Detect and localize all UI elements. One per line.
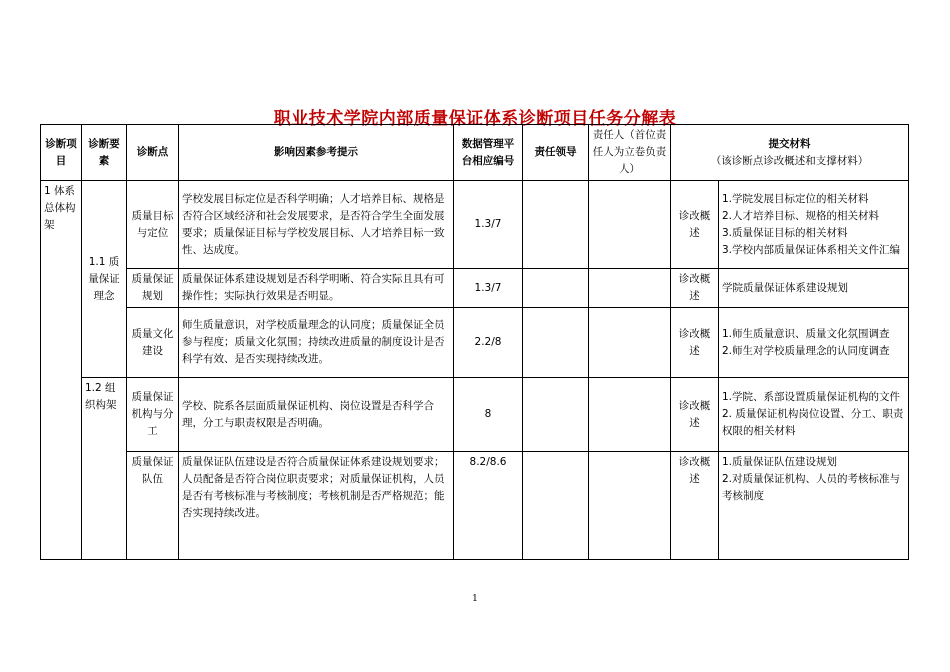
leader-cell xyxy=(523,452,589,560)
material-item: 3.质量保证目标的相关材料 xyxy=(722,226,848,239)
point-cell: 质量目标与定位 xyxy=(127,181,179,269)
material-item: 2.人才培养目标、规格的相关材料 xyxy=(722,209,880,222)
material-item: 学院质量保证体系建设规划 xyxy=(722,281,848,294)
platform-cell: 1.3/7 xyxy=(454,269,523,308)
material-item: 1.师生质量意识、质量文化氛围调查 xyxy=(722,327,890,340)
point-cell: 质量文化建设 xyxy=(127,308,179,378)
factors-cell: 质量保证体系建设规划是否科学明晰、符合实际且具有可操作性；实际执行效果是否明显。 xyxy=(179,269,454,308)
header-row xyxy=(41,125,909,181)
table-row xyxy=(41,269,909,308)
responsible-cell xyxy=(589,452,671,560)
summary-cell: 诊改概述 xyxy=(671,452,719,560)
header-materials-title: 提交材料 xyxy=(768,137,811,150)
leader-cell xyxy=(523,308,589,378)
factors-cell: 学校、院系各层面质量保证机构、岗位设置是否科学合理，分工与职责权限是否明确。 xyxy=(179,378,454,452)
factors-cell: 师生质量意识，对学校质量理念的认同度；质量保证全员参与程度；质量文化氛围；持续改进质量的制度设计是否科学有效、是否实现持续改进。 xyxy=(179,308,454,378)
summary-cell: 诊改概述 xyxy=(671,269,719,308)
platform-cell: 1.3/7 xyxy=(454,181,523,269)
materials-cell xyxy=(719,378,909,452)
materials-cell xyxy=(719,269,909,308)
material-item: 2.对质量保证机构、人员的考核标准与考核制度 xyxy=(722,473,901,502)
responsible-cell xyxy=(589,378,671,452)
header-point: 诊断点 xyxy=(127,125,179,181)
header-platform: 数据管理平台相应编号 xyxy=(454,125,523,181)
leader-cell xyxy=(523,181,589,269)
platform-cell: 2.2/8 xyxy=(454,308,523,378)
project-cell: 1 体系总体构架 xyxy=(41,181,82,560)
platform-cell: 8 xyxy=(454,378,523,452)
material-item: 1.学院发展目标定位的相关材料 xyxy=(722,192,869,205)
material-item: 2. 质量保证机构岗位设置、分工、职责权限的相关材料 xyxy=(722,408,904,437)
leader-cell xyxy=(523,378,589,452)
header-project: 诊断项目 xyxy=(41,125,82,181)
task-breakdown-table xyxy=(40,124,909,560)
material-item: 1.质量保证队伍建设规划 xyxy=(722,456,838,468)
element-cell: 1.1 质量保证理念 xyxy=(82,181,127,378)
responsible-cell xyxy=(589,181,671,269)
header-leader: 责任领导 xyxy=(523,125,589,181)
point-cell: 质量保证规划 xyxy=(127,269,179,308)
table-row xyxy=(41,452,909,560)
table-row xyxy=(41,378,909,452)
summary-cell: 诊改概述 xyxy=(671,378,719,452)
point-cell: 质量保证队伍 xyxy=(127,452,179,560)
header-materials-sub: （该诊断点诊改概述和支撑材料） xyxy=(710,154,869,167)
document-title: 职业技术学院内部质量保证体系诊断项目任务分解表 xyxy=(273,109,677,129)
material-item: 2.师生对学校质量理念的认同度调查 xyxy=(722,344,890,357)
material-item: 3.学校内部质量保证体系相关文件汇编 xyxy=(722,243,901,256)
platform-cell: 8.2/8.6 xyxy=(454,452,523,560)
table-row xyxy=(41,308,909,378)
factors-cell: 学校发展目标定位是否科学明确；人才培养目标、规格是否符合区域经济和社会发展要求，是否符合学生全面发展要求；质量保证目标与学校发展目标、人才培养目标一致性、达成度。 xyxy=(179,181,454,269)
header-element: 诊断要素 xyxy=(82,125,127,181)
element-cell: 1.2 组织构架 xyxy=(82,378,127,560)
materials-cell xyxy=(719,452,909,560)
materials-cell xyxy=(719,308,909,378)
page-number: 1 xyxy=(472,594,478,604)
material-item: 1.学院、系部设置质量保证机构的文件 xyxy=(722,391,901,403)
table-row xyxy=(41,181,909,269)
summary-cell: 诊改概述 xyxy=(671,181,719,269)
point-cell: 质量保证机构与分工 xyxy=(127,378,179,452)
header-responsible: 责任人（首位责任人为立卷负责人） xyxy=(589,125,671,181)
summary-cell: 诊改概述 xyxy=(671,308,719,378)
materials-cell xyxy=(719,181,909,269)
responsible-cell xyxy=(589,269,671,308)
leader-cell xyxy=(523,269,589,308)
header-factors: 影响因素参考提示 xyxy=(179,125,454,181)
responsible-cell xyxy=(589,308,671,378)
factors-cell: 质量保证队伍建设是否符合质量保证体系建设规划要求；人员配备是否符合岗位职责要求；对质量保证机构，人员是否有考核标准与考核制度；考核机制是否严格规范；能否实现持续改进。 xyxy=(179,452,454,560)
header-materials xyxy=(671,125,909,181)
